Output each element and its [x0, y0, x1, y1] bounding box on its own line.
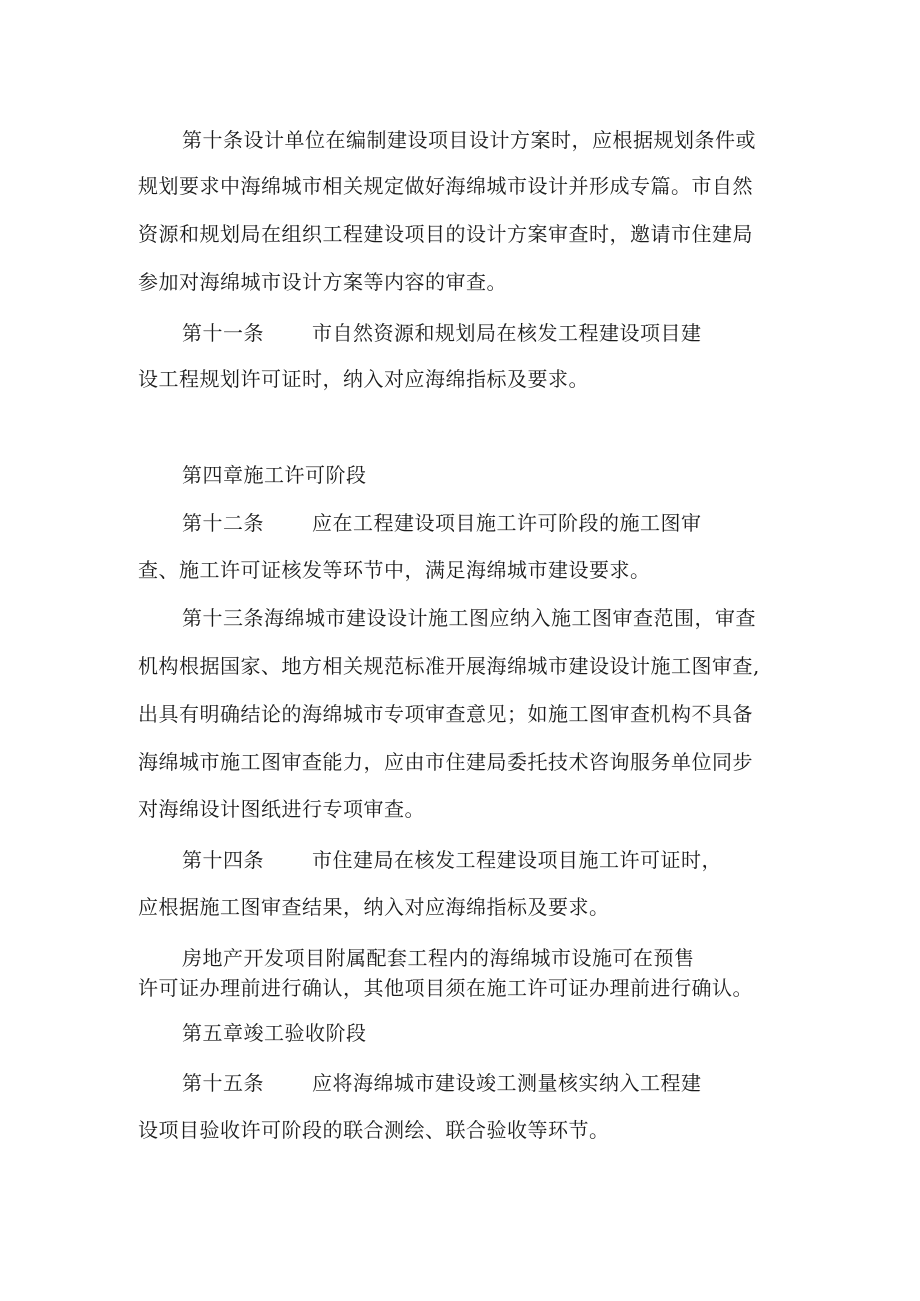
article10-line1: 第十条设计单位在编制建设项目设计方案时，应根据规划条件或 — [182, 128, 756, 152]
article15-line2: 设项目验收许可阶段的联合测绘、联合验收等环节。 — [138, 1118, 610, 1142]
chapter4-heading: 第四章施工许可阶段 — [182, 463, 367, 487]
article10-line3: 资源和规划局在组织工程建设项目的设计方案审查时，邀请市住建局 — [138, 222, 753, 246]
article10-line4: 参加对海绵城市设计方案等内容的审查。 — [138, 270, 507, 294]
article14-line2: 应根据施工图审查结果，纳入对应海绵指标及要求。 — [138, 895, 610, 919]
article11-text1: 市自然资源和规划局在核发工程建设项目建 — [312, 321, 702, 345]
article11-line1 — [182, 321, 702, 345]
realestate-line2: 许可证办理前进行确认，其他项目须在施工许可证办理前进行确认。 — [138, 976, 753, 1000]
realestate-line1: 房地产开发项目附属配套工程内的海绵城市设施可在预售 — [182, 946, 695, 970]
article11-line2: 设工程规划许可证时，纳入对应海绵指标及要求。 — [138, 367, 589, 391]
article13-line3: 出具有明确结论的海绵城市专项审查意见；如施工图审查机构不具备 — [138, 702, 753, 726]
article12-line2: 查、施工许可证核发等环节中，满足海绵城市建设要求。 — [138, 558, 651, 582]
article14-text1: 市住建局在核发工程建设项目施工许可证时， — [312, 848, 722, 872]
article12-line1 — [182, 511, 702, 535]
article13-line4: 海绵城市施工图审查能力，应由市住建局委托技术咨询服务单位同步 — [138, 750, 753, 774]
article15-text1: 应将海绵城市建设竣工测量核实纳入工程建 — [312, 1071, 702, 1095]
article11-title: 第十一条 — [182, 321, 264, 345]
article13-line2: 机构根据国家、地方相关规范标准开展海绵城市建设设计施工图审查, — [138, 654, 760, 678]
article15-line1 — [182, 1071, 702, 1095]
article12-text1: 应在工程建设项目施工许可阶段的施工图审 — [312, 511, 702, 535]
article15-title: 第十五条 — [182, 1071, 264, 1095]
article13-line1: 第十三条海绵城市建设设计施工图应纳入施工图审查范围，审查 — [182, 606, 756, 630]
article10-line2: 规划要求中海绵城市相关规定做好海绵城市设计并形成专篇。市自然 — [138, 174, 753, 198]
chapter5-heading: 第五章竣工验收阶段 — [182, 1021, 367, 1045]
article14-title: 第十四条 — [182, 848, 264, 872]
article14-line1 — [182, 848, 722, 872]
article13-line5: 对海绵设计图纸进行专项审查。 — [138, 797, 425, 821]
article12-title: 第十二条 — [182, 511, 264, 535]
